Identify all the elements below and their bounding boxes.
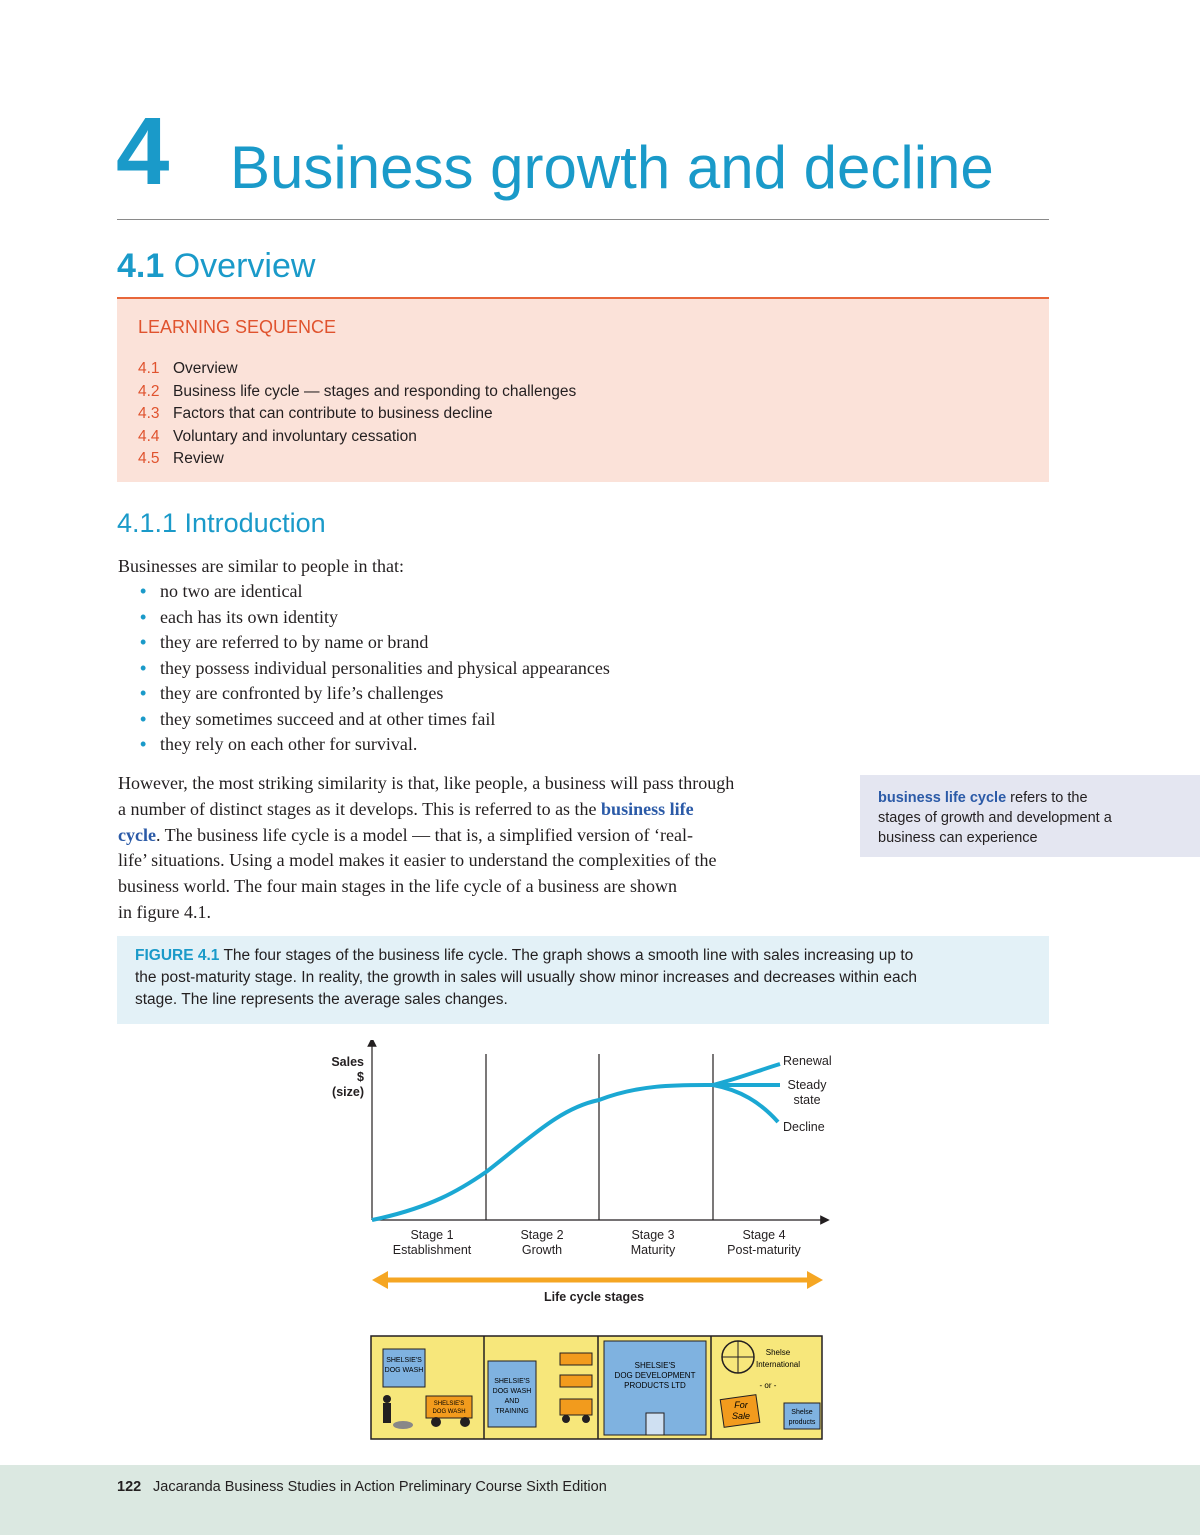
bullet-icon: • bbox=[140, 581, 147, 601]
learning-sequence-item[interactable]: 4.4 Voluntary and involuntary cessation bbox=[138, 427, 417, 445]
learning-sequence-heading: LEARNING SEQUENCE bbox=[138, 317, 337, 337]
learning-sequence-item[interactable]: 4.3 Factors that can contribute to business decline bbox=[138, 405, 493, 422]
chapter-title: Business growth and decline bbox=[230, 134, 994, 201]
life-cycle-chart bbox=[320, 1040, 860, 1310]
glossary-term: business life cycle bbox=[878, 790, 1007, 806]
stage-label: Stage 4 Post-maturity bbox=[727, 1228, 801, 1257]
section-name: Overview bbox=[173, 247, 316, 285]
list-item: • they possess individual personalities and physical appearances bbox=[140, 656, 610, 682]
glossary-term-link[interactable]: business life bbox=[601, 798, 694, 819]
page-number: 122 bbox=[117, 1479, 142, 1495]
svg-text:DOG WASH: DOG WASH bbox=[492, 1388, 532, 1395]
learning-sequence-item[interactable]: 4.5 Review bbox=[138, 450, 224, 467]
sales-curve bbox=[372, 1085, 713, 1220]
stage-label: Stage 1 Establishment bbox=[392, 1228, 472, 1257]
svg-text:Shelse: Shelse bbox=[765, 1348, 791, 1357]
bullet-icon: • bbox=[140, 683, 147, 703]
renewal-branch bbox=[713, 1064, 780, 1085]
chapter-heading bbox=[116, 98, 1056, 205]
list-item: • they are confronted by life’s challenges bbox=[140, 681, 610, 707]
y-axis-label: Sales $ (size) bbox=[331, 1055, 364, 1099]
book-title: Jacaranda Business Studies in Action Preliminary Course Sixth Edition bbox=[153, 1479, 607, 1495]
bullet-icon: • bbox=[140, 632, 147, 652]
svg-text:TRAINING: TRAINING bbox=[495, 1408, 529, 1415]
learning-sequence-item[interactable]: 4.1 Overview bbox=[138, 360, 238, 377]
bullet-icon: • bbox=[140, 708, 147, 729]
bullet-icon: • bbox=[140, 734, 147, 754]
list-item: • each has its own identity bbox=[140, 605, 610, 631]
svg-text:DOG WASH: DOG WASH bbox=[432, 1409, 466, 1415]
svg-text:AND: AND bbox=[504, 1398, 520, 1405]
subsection-title: 4.1.1 Introduction bbox=[117, 508, 326, 538]
glossary-margin-note: business life cycle refers to the stages of growth and development a business can experience bbox=[860, 775, 1200, 857]
svg-text:SHELSIE'S: SHELSIE'S bbox=[494, 1378, 530, 1385]
svg-text:Shelse: Shelse bbox=[791, 1409, 813, 1416]
svg-text:SHELSIE'S: SHELSIE'S bbox=[433, 1401, 465, 1407]
svg-text:SHELSIE'S: SHELSIE'S bbox=[634, 1361, 676, 1370]
intro-lead: Businesses are similar to people in that: bbox=[118, 556, 404, 576]
renewal-label: Renewal bbox=[783, 1054, 832, 1068]
figure-label: FIGURE 4.1 bbox=[135, 947, 220, 964]
svg-text:PRODUCTS LTD: PRODUCTS LTD bbox=[624, 1381, 686, 1390]
svg-text:DOG WASH: DOG WASH bbox=[384, 1367, 424, 1374]
learning-sequence-item[interactable]: 4.2 Business life cycle — stages and responding to challenges bbox=[138, 382, 577, 400]
list-item: • they are referred to by name or brand bbox=[140, 630, 610, 656]
section-number: 4.1 bbox=[117, 247, 165, 285]
svg-text:SHELSIE'S: SHELSIE'S bbox=[386, 1357, 422, 1364]
svg-text:International: International bbox=[755, 1360, 801, 1369]
list-item: • they rely on each other for survival. bbox=[140, 732, 610, 758]
svg-text:For: For bbox=[734, 1400, 748, 1410]
figure-caption: FIGURE 4.1 The four stages of the business life cycle. The graph shows a smooth line with sales increasing up to the post-maturity stage. In reality, the growth in sales will usually show minor increases and decreases within each stage. The line represents the average sales changes. bbox=[117, 936, 1049, 1024]
list-item: • they sometimes succeed and at other times fail bbox=[140, 707, 610, 733]
svg-text:products: products bbox=[788, 1419, 816, 1426]
life-cycle-illustration bbox=[370, 1335, 823, 1440]
stage-label: Stage 3 Maturity bbox=[630, 1228, 676, 1257]
section-title bbox=[117, 249, 315, 283]
learning-sequence-box bbox=[117, 299, 1049, 482]
page-footer bbox=[0, 1465, 1200, 1535]
svg-text:- or -: - or - bbox=[759, 1381, 777, 1390]
svg-text:Sale: Sale bbox=[731, 1411, 751, 1421]
svg-text:DOG DEVELOPMENT: DOG DEVELOPMENT bbox=[614, 1371, 696, 1380]
x-axis-label: Life cycle stages bbox=[543, 1290, 645, 1304]
chapter-number: 4 bbox=[116, 98, 170, 205]
glossary-term-link[interactable]: cycle bbox=[118, 824, 156, 845]
decline-label: Decline bbox=[783, 1120, 825, 1134]
learning-sequence-list bbox=[138, 358, 576, 471]
chapter-divider bbox=[117, 219, 1049, 220]
bullet-icon: • bbox=[140, 606, 147, 627]
intro-bullet-list bbox=[140, 579, 610, 758]
list-item: • no two are identical bbox=[140, 579, 610, 605]
bullet-icon: • bbox=[140, 657, 147, 678]
decline-branch bbox=[713, 1085, 778, 1122]
stage-label: Stage 2 Growth bbox=[520, 1228, 564, 1257]
steady-state-label: Steady state bbox=[787, 1078, 827, 1107]
life-cycle-arrow bbox=[372, 1271, 823, 1289]
intro-paragraph: However, the most striking similarity is that, like people, a business will pass through a number of distinct stages as it develops. This is referred to as the business life cycle. The business life cycle is a model — that is, a simplified version of ‘real- life’ situations. Using a model makes it easier to understand the complexities of the business world. The four main stages in the life cycle of a business are shown in figure 4.1. bbox=[118, 773, 735, 922]
maturity-illustration bbox=[604, 1341, 706, 1435]
